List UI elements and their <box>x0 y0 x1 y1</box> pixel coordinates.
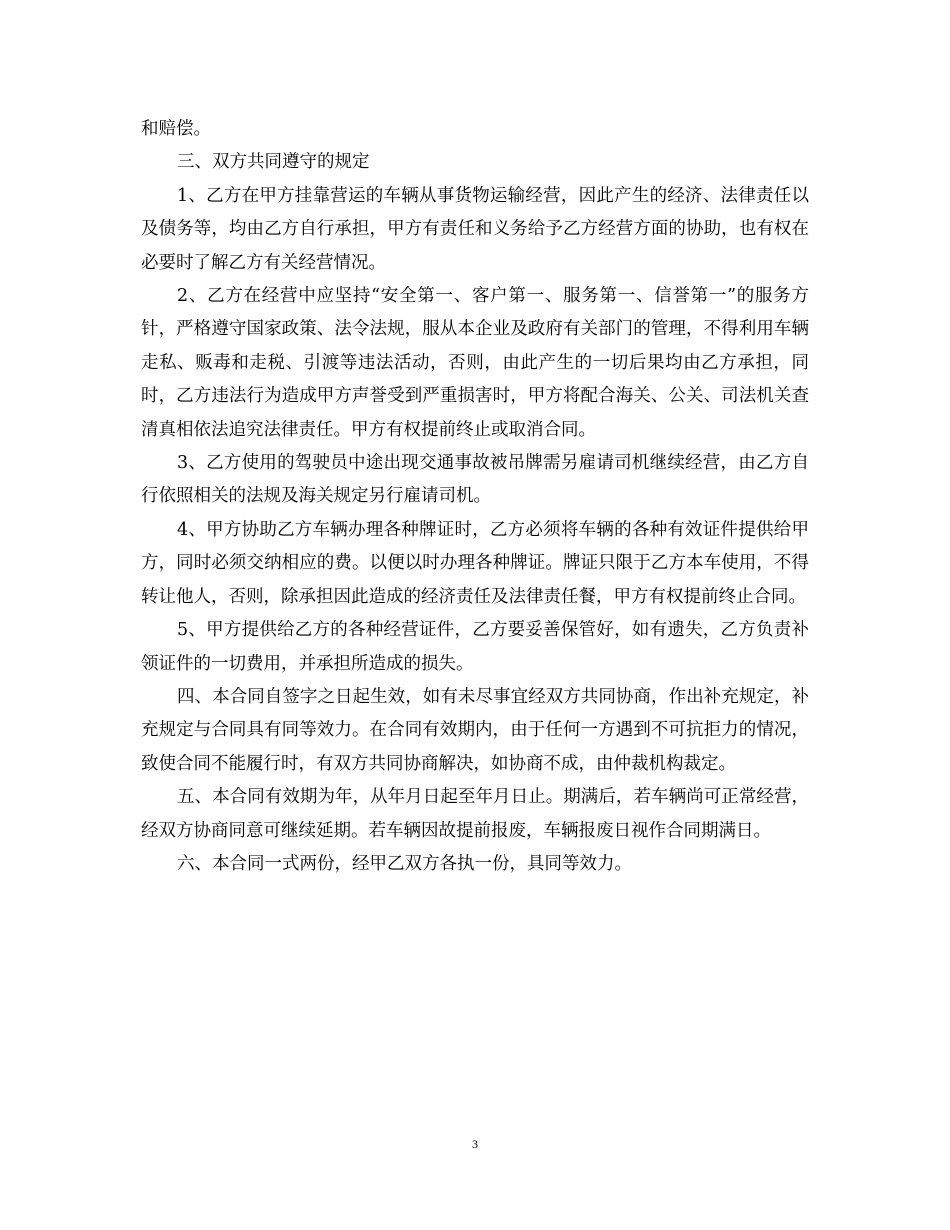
clause-2: 2、乙方在经营中应坚持“安全第一、客户第一、服务第一、信誉第一”的服务方针，严格遵守国家政策、法令法规，服从本企业及政府有关部门的管理，不得利用车辆走私、贩毒和走税、引渡等违法活动，否则，由此产生的一切后果均由乙方承担，同时，乙方违法行为造成甲方声誉受到严重损害时，甲方将配合海关、公关、司法机关查清真相依法追究法律责任。甲方有权提前终止或取消合同。 <box>141 286 809 440</box>
document-body <box>141 113 809 881</box>
clause-4: 4、甲方协助乙方车辆办理各种牌证时，乙方必须将车辆的各种有效证件提供给甲方，同时必须交纳相应的费。以便以时办理各种牌证。牌证只限于乙方本车使用，不得转让他人，否则，除承担因此造成的经济责任及法律责任餐，甲方有权提前终止合同。 <box>141 519 809 607</box>
paragraph-continuation: 和赔偿。 <box>141 119 211 139</box>
page-number: 3 <box>472 1137 478 1151</box>
clause-5: 5、甲方提供给乙方的各种经营证件，乙方要妥善保管好，如有遗失，乙方负责补领证件的一切费用，并承担所造成的损失。 <box>141 620 809 674</box>
section-heading-mutual-rules: 三、双方共同遵守的规定 <box>177 152 370 173</box>
clause-1: 1、乙方在甲方挂靠营运的车辆从事货物运输经营，因此产生的经济、法律责任以及债务等，均由乙方自行承担，甲方有责任和义务给予乙方经营方面的协助，也有权在必要时了解乙方有关经营情况。 <box>141 185 809 273</box>
clause-3: 3、乙方使用的驾驶员中途出现交通事故被吊牌需另雇请司机继续经营，由乙方自行依照相关的法规及海关规定另行雇请司机。 <box>141 453 809 507</box>
section-four-effectiveness: 四、本合同自签字之日起生效，如有未尽事宜经双方共同协商，作出补充规定，补充规定与合同具有同等效力。在合同有效期内，由于任何一方遇到不可抗拒力的情况，致使合同不能履行时，有双方共同协商解决，如协商不成，由仲裁机构裁定。 <box>141 686 809 774</box>
section-five-validity-period: 五、本合同有效期为年，从年月日起至年月日止。期满后，若车辆尚可正常经营，经双方协商同意可继续延期。若车辆因故提前报废，车辆报废日视作合同期满日。 <box>141 787 809 841</box>
section-six-copies: 六、本合同一式两份，经甲乙双方各执一份，具同等效力。 <box>177 853 632 874</box>
